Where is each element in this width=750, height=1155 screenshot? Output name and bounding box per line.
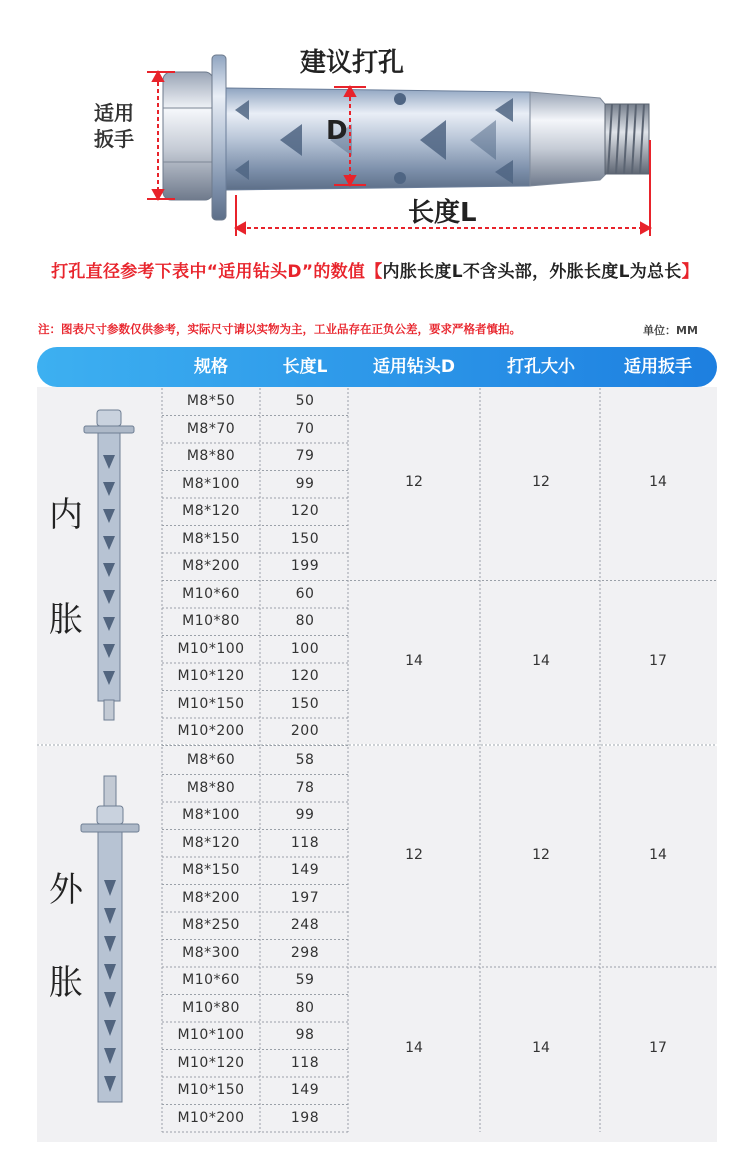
spec-cell: M10*200 <box>177 1109 245 1126</box>
length-cell: 99 <box>295 807 315 823</box>
length-cell: 50 <box>295 393 315 409</box>
spec-cell: M10*80 <box>182 999 240 1016</box>
disclaimer-note: 注：图表尺寸参数仅供参考，实际尺寸请以实物为主，工业品存在正负公差，要求严格者慎拍。 <box>38 322 521 336</box>
drill-value: 14 <box>405 1039 423 1056</box>
length-cell: 59 <box>295 972 315 988</box>
length-cell: 120 <box>290 668 320 684</box>
spec-cell: M10*120 <box>177 1054 245 1071</box>
group-title-inner-1: 内 <box>49 495 83 535</box>
length-cell: 79 <box>295 448 315 464</box>
length-cell: 118 <box>290 834 320 851</box>
header-length: 长度L <box>282 357 328 377</box>
unit-label: 单位：MM <box>643 324 698 337</box>
note-part-1: 打孔直径参考下表中“适用钻头D”的数值 <box>51 262 366 282</box>
inner-bolt-thread <box>104 700 114 720</box>
note-bracket-close: 】 <box>681 262 699 282</box>
spec-cell: M10*120 <box>177 668 245 684</box>
spec-cell: M10*100 <box>177 640 245 657</box>
length-cell: 100 <box>290 640 320 657</box>
length-cell: 78 <box>295 779 315 796</box>
length-cell: 298 <box>290 944 320 961</box>
spec-cell: M10*60 <box>182 972 240 988</box>
hole-value: 12 <box>532 847 550 863</box>
drill-diameter-label: D <box>326 116 348 146</box>
spec-cell: M8*80 <box>186 779 236 796</box>
drill-value: 12 <box>405 847 423 863</box>
length-cell: 149 <box>290 862 320 878</box>
wrench-value: 17 <box>649 1039 667 1056</box>
length-cell: 99 <box>295 475 315 492</box>
length-cell: 248 <box>290 917 320 933</box>
spec-cell: M10*60 <box>182 585 240 602</box>
wrench-value: 14 <box>649 474 667 491</box>
spec-cell: M8*150 <box>182 530 240 547</box>
drill-value: 12 <box>405 474 423 491</box>
hole-value: 14 <box>532 1039 550 1056</box>
spec-cell: M8*120 <box>182 834 240 851</box>
spec-cell: M8*120 <box>182 503 240 519</box>
length-cell: 118 <box>290 1054 320 1071</box>
outer-bolt-nut <box>97 806 123 824</box>
spec-cell: M8*250 <box>182 917 240 933</box>
wrench-value: 14 <box>649 847 667 863</box>
length-cell: 120 <box>290 503 320 519</box>
spec-cell: M8*100 <box>182 475 240 492</box>
inner-bolt-head <box>97 410 121 426</box>
spec-cell: M10*100 <box>177 1027 245 1043</box>
length-cell: 150 <box>290 530 320 547</box>
outer-bolt-thread <box>104 776 116 806</box>
length-label: 长度L <box>408 198 477 228</box>
spec-cell: M8*50 <box>186 393 236 409</box>
length-cell: 70 <box>295 420 315 437</box>
group-title-outer-1: 外 <box>49 870 83 910</box>
length-cell: 150 <box>290 695 320 712</box>
spec-cell: M10*150 <box>177 1082 245 1098</box>
wrench-value: 17 <box>649 653 667 669</box>
outer-bolt-washer <box>81 824 139 832</box>
spec-cell: M8*80 <box>186 448 236 464</box>
spec-cell: M10*80 <box>182 613 240 629</box>
spec-cell: M8*100 <box>182 807 240 823</box>
group-title-outer-2: 胀 <box>49 963 83 1003</box>
spec-cell: M10*200 <box>177 723 245 739</box>
spec-cell: M8*70 <box>186 420 236 437</box>
note-part-3: 内胀长度L不含头部，外胀长度L为总长 <box>382 262 682 282</box>
length-cell: 199 <box>290 558 320 574</box>
inner-bolt-washer <box>84 426 134 433</box>
header-hole-size: 打孔大小 <box>507 357 575 377</box>
length-cell: 98 <box>295 1027 315 1043</box>
spec-cell: M8*200 <box>182 889 240 906</box>
length-cell: 58 <box>295 752 315 768</box>
length-cell: 198 <box>290 1109 320 1126</box>
hole-value: 14 <box>532 653 550 669</box>
note-bracket-open: 【 <box>365 262 383 282</box>
hole-value: 12 <box>532 474 550 491</box>
spec-cell: M8*150 <box>182 862 240 878</box>
length-cell: 80 <box>295 999 315 1016</box>
length-cell: 60 <box>295 585 315 602</box>
length-cell: 149 <box>290 1082 320 1098</box>
spec-cell: M10*150 <box>177 695 245 712</box>
header-wrench: 适用扳手 <box>624 357 692 377</box>
spec-cell: M8*200 <box>182 558 240 574</box>
header-drill: 适用钻头D <box>372 357 456 377</box>
wrench-size-label: 适用扳手 <box>94 101 134 151</box>
suggested-hole-label: 建议打孔 <box>300 48 405 78</box>
length-cell: 197 <box>290 889 320 906</box>
length-cell: 80 <box>295 613 315 629</box>
drill-value: 14 <box>405 653 423 669</box>
length-cell: 200 <box>290 723 320 739</box>
spec-cell: M8*300 <box>182 944 240 961</box>
header-spec: 规格 <box>194 357 228 377</box>
group-title-inner-2: 胀 <box>49 600 83 640</box>
spec-cell: M8*60 <box>186 752 236 768</box>
